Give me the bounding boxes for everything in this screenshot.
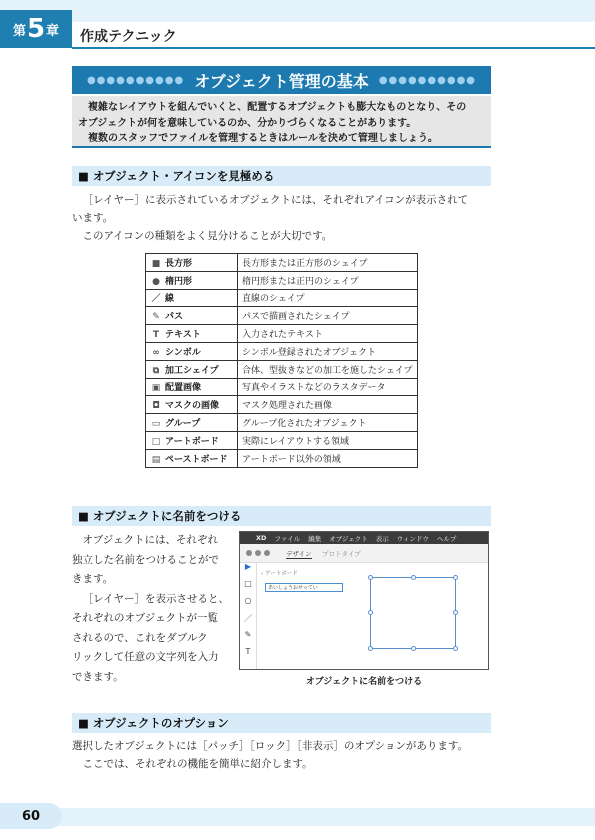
object-type: テキスト xyxy=(165,330,201,341)
object-description: 合体、型抜きなどの加工を施したシェイプ xyxy=(238,360,418,378)
object-type: パス xyxy=(165,312,184,323)
menu-item-object: オブジェクト xyxy=(329,534,368,543)
handle xyxy=(411,646,416,651)
object-icon: ∞ xyxy=(152,347,160,358)
window-close-icon xyxy=(246,550,252,556)
chapter-prefix: 第 xyxy=(12,23,26,39)
body-line: います。 xyxy=(72,212,114,224)
object-description: マスク処理された画像 xyxy=(238,396,418,414)
page-title xyxy=(72,66,491,94)
menu-item-help: ヘルプ xyxy=(436,534,457,543)
object-icon: ● xyxy=(152,276,160,287)
line-tool-icon: ／ xyxy=(244,614,252,623)
object-description: 直線のシェイプ xyxy=(238,289,418,307)
menu-item-edit: 編集 xyxy=(308,534,322,543)
footer-band xyxy=(0,808,595,826)
title-dots-right: ●●●●●●●●●● xyxy=(378,74,477,86)
ellipse-tool-icon: ○ xyxy=(244,596,252,605)
window-minimize-icon xyxy=(255,550,261,556)
icon-table xyxy=(145,253,418,468)
header-rule xyxy=(72,47,595,49)
selected-object xyxy=(370,577,456,649)
object-icon: ✎ xyxy=(152,312,160,323)
object-description: シンボル登録されたオブジェクト xyxy=(238,342,418,360)
body-line: ［レイヤー］に表示されているオブジェクトには、それぞれアイコンが表示されて xyxy=(82,194,469,206)
table-row xyxy=(146,360,418,378)
table-row xyxy=(146,289,418,307)
object-type-cell xyxy=(146,414,238,432)
handle xyxy=(453,646,458,651)
menu-item-file: ファイル xyxy=(274,534,301,543)
handle xyxy=(368,610,373,615)
xd-toolbar xyxy=(240,544,488,563)
lead-line: 複数のスタッフでファイルを管理するときはルールを決めて管理しましょう。 xyxy=(88,133,438,144)
section1-body xyxy=(72,191,492,245)
table-row xyxy=(146,307,418,325)
table-row xyxy=(146,431,418,449)
section-heading-options: ■ オブジェクトのオプション xyxy=(72,713,491,733)
object-type: グループ xyxy=(165,419,201,430)
menu-item-xd: XD xyxy=(256,534,267,542)
breadcrumb-label: アートボード xyxy=(264,571,298,577)
object-type: 加工シェイプ xyxy=(165,365,219,376)
object-description: パスで描画されたシェイプ xyxy=(238,307,418,325)
object-type: 楕円形 xyxy=(165,276,193,287)
body-line: できます。 xyxy=(72,670,124,683)
tab-prototype: プロトタイプ xyxy=(322,550,361,558)
menu-item-view: 表示 xyxy=(375,534,389,543)
object-type-cell xyxy=(146,396,238,414)
table-row xyxy=(146,414,418,432)
object-type: シンボル xyxy=(165,347,201,358)
body-line: それぞれのオブジェクトが一覧 xyxy=(72,612,219,624)
object-type-cell xyxy=(146,271,238,289)
body-line: ［レイヤー］を表示させると、 xyxy=(82,592,229,605)
table-row xyxy=(146,449,418,467)
title-dots-left: ●●●●●●●●●● xyxy=(86,74,185,86)
handle xyxy=(368,575,373,580)
layer-name-input: あいしょうおせってい xyxy=(265,583,343,592)
object-type: アートボード xyxy=(165,436,219,447)
object-type: 配置画像 xyxy=(165,383,202,394)
handle xyxy=(411,575,416,580)
handle xyxy=(453,610,458,615)
object-type-cell xyxy=(146,449,238,467)
page-title-text: オブジェクト管理の基本 xyxy=(194,71,369,91)
object-type-cell xyxy=(146,307,238,325)
page-number: 60 xyxy=(0,803,62,829)
section-heading-icons: ■ オブジェクト・アイコンを見極める xyxy=(72,166,491,186)
body-line: リックして任意の文字列を入力 xyxy=(72,651,219,663)
tab-design: デザイン xyxy=(286,550,312,558)
chapter-suffix: 章 xyxy=(46,23,60,39)
object-type: 長方形 xyxy=(165,258,193,269)
object-type-cell xyxy=(146,342,238,360)
lead-line: 複雑なレイアウトを組んでいくと、配置するオブジェクトも膨大なものとなり、その xyxy=(88,102,467,113)
object-type-cell xyxy=(146,360,238,378)
section2-body xyxy=(72,531,232,687)
pen-tool-icon: ✎ xyxy=(244,630,252,639)
menu-item-window: ウィンドウ xyxy=(396,534,429,543)
text-tool-icon: T xyxy=(245,647,251,656)
table-row xyxy=(146,378,418,396)
body-line: このアイコンの種類をよく見分けることが大切です。 xyxy=(82,230,333,242)
table-row xyxy=(146,396,418,414)
object-type-cell xyxy=(146,254,238,272)
object-description: 実際にレイアウトする領域 xyxy=(238,431,418,449)
section-name: 作成テクニック xyxy=(80,29,177,45)
lead-line: オブジェクトが何を意味しているのか、分かりづらくなることがあります。 xyxy=(78,117,417,129)
object-icon: ／ xyxy=(151,294,161,305)
object-type-cell xyxy=(146,431,238,449)
window-zoom-icon xyxy=(264,550,270,556)
object-description: 楕円形または正円のシェイプ xyxy=(238,271,418,289)
body-line: きます。 xyxy=(72,573,114,585)
table-row xyxy=(146,325,418,343)
xd-layers-panel xyxy=(257,562,357,670)
chapter-number: 5 xyxy=(26,14,46,44)
object-description: 長方形または正方形のシェイプ xyxy=(238,254,418,272)
section3-body xyxy=(72,737,502,773)
object-description: グループ化されたオブジェクト xyxy=(238,414,418,432)
table-row xyxy=(146,342,418,360)
handle xyxy=(453,575,458,580)
object-type-cell xyxy=(146,325,238,343)
object-icon: ⧉ xyxy=(152,365,160,376)
table-row xyxy=(146,254,418,272)
xd-screenshot xyxy=(239,531,489,670)
body-line: オブジェクトには、それぞれ xyxy=(82,534,219,546)
object-type-cell xyxy=(146,378,238,396)
object-icon: ▭ xyxy=(151,419,161,430)
object-type-cell xyxy=(146,289,238,307)
breadcrumb: ‹ アートボード xyxy=(261,571,298,577)
object-type: 線 xyxy=(165,294,175,305)
object-icon: ◘ xyxy=(152,401,160,412)
object-type: ペーストボード xyxy=(165,454,228,465)
table-row xyxy=(146,271,418,289)
object-icon: T xyxy=(152,330,160,341)
object-description: 写真やイラストなどのラスタデータ xyxy=(238,378,418,396)
object-icon: □ xyxy=(151,436,161,447)
figure-caption: オブジェクトに名前をつける xyxy=(305,677,423,687)
body-line: されるので、これをダブルク xyxy=(72,631,208,644)
handle xyxy=(368,646,373,651)
body-line: ここでは、それぞれの機能を簡単に紹介します。 xyxy=(82,758,313,770)
object-description: アートボード以外の領域 xyxy=(238,449,418,467)
object-type: マスクの画像 xyxy=(165,401,220,412)
xd-menubar xyxy=(240,532,488,544)
object-icon: ■ xyxy=(151,258,161,269)
body-line: 独立した名前をつけることがで xyxy=(72,553,219,566)
section-heading-naming: ■ オブジェクトに名前をつける xyxy=(72,506,491,526)
object-icon: ▣ xyxy=(151,383,161,394)
body-line: 選択したオブジェクトには［パッチ］［ロック］［非表示］のオプションがあります。 xyxy=(72,740,469,752)
chapter-tab xyxy=(0,10,72,48)
select-tool-icon: ▶ xyxy=(244,562,252,571)
object-icon: ▤ xyxy=(151,454,161,465)
object-description: 入力されたテキスト xyxy=(238,325,418,343)
rectangle-tool-icon: □ xyxy=(244,579,252,588)
header-band xyxy=(0,0,595,22)
xd-toolbox xyxy=(240,562,257,670)
lead-box xyxy=(72,96,491,148)
